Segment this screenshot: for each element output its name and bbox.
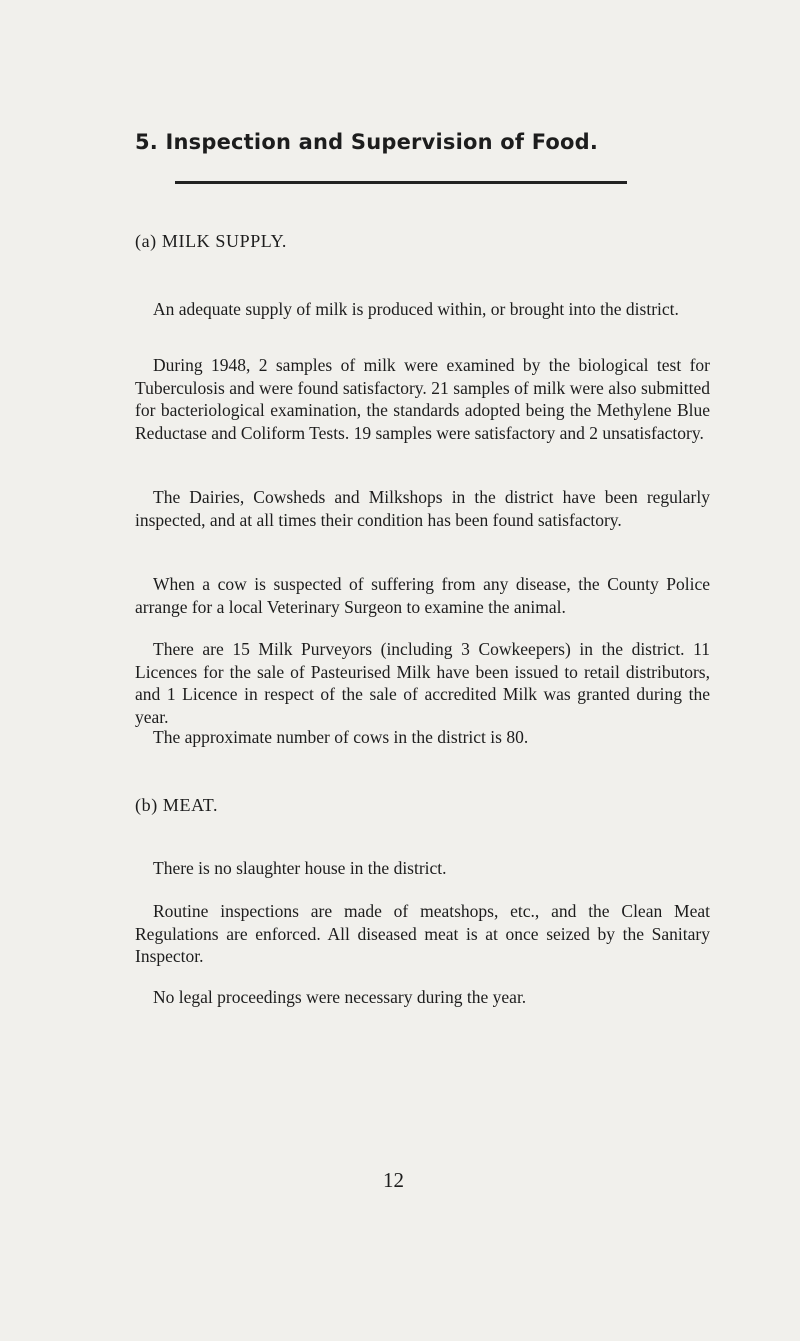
title-underline [175, 181, 627, 184]
page-number: 12 [383, 1168, 404, 1192]
milk-paragraph-6: The approximate number of cows in the district is 80. [153, 727, 529, 747]
meat-heading: (b) MEAT. [135, 795, 219, 815]
milk-paragraph-3: The Dairies, Cowsheds and Milkshops in the district have been regularly inspected, and at all times their condition has been found satisfactory. [135, 487, 710, 530]
section-title: 5. Inspection and Supervision of Food. [135, 130, 599, 154]
milk-paragraph-2: During 1948, 2 samples of milk were examined by the biological test for Tuberculosis and were found satisfactory. 21 samples of milk were also submitted for bacteriological examination, the standards adopted being the Methylene Blue Reductase and Coliform Tests. 19 samples were satisfactory and 2 unsatisfactory. [135, 355, 710, 443]
milk-paragraph-1: An adequate supply of milk is produced within, or brought into the district. [153, 299, 679, 319]
meat-paragraph-2: Routine inspections are made of meatshops, etc., and the Clean Meat Regulations are enforced. All diseased meat is at once seized by the Sanitary Inspector. [135, 901, 710, 966]
meat-paragraph-3: No legal proceedings were necessary during the year. [153, 987, 527, 1007]
milk-paragraph-4: When a cow is suspected of suffering from any disease, the County Police arrange for a local Veterinary Surgeon to examine the animal. [135, 574, 710, 617]
milk-paragraph-5: There are 15 Milk Purveyors (including 3 Cowkeepers) in the district. 11 Licences for the sale of Pasteurised Milk have been issued to retail distributors, and 1 Licence in respect of the sale of accredited Milk was granted during the year. [135, 639, 710, 727]
meat-paragraph-1: There is no slaughter house in the district. [153, 858, 447, 878]
milk-supply-heading: (a) MILK SUPPLY. [135, 231, 287, 251]
